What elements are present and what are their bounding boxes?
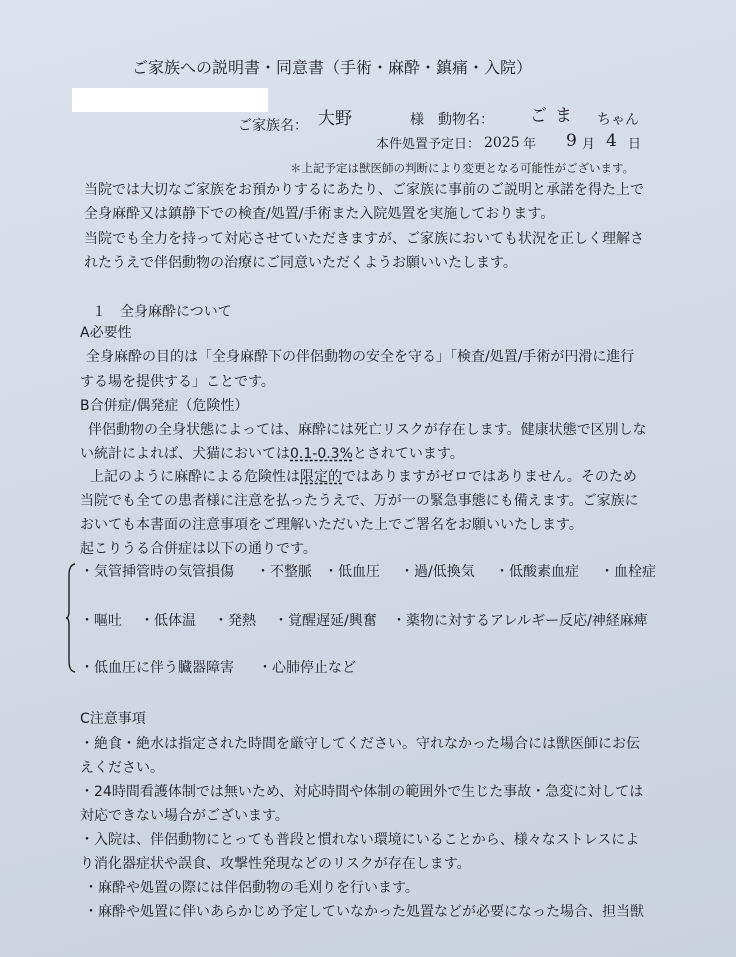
date-year: 2025 <box>484 135 520 151</box>
date-month-unit: 月 <box>582 137 596 152</box>
subsection-b-line <box>80 445 464 463</box>
caution-line: ・24時間看護体制では無いため、対応時間や体制の範囲外で生じた事故・急変に対しては <box>80 784 644 800</box>
caution-line: ・麻酔や処置に伴いあらかじめ予定していなかった処置などが必要になった場合、担当獣 <box>84 904 644 920</box>
subsection-b-line: 伴侶動物の全身状態によっては、麻酔には死亡リスクが存在します。健康状態で区別しな <box>88 422 647 438</box>
caution-line: ・入院は、伴侶動物にとっても普段と慣れない環境にいることから、様々なストレスによ <box>80 832 640 848</box>
caution-line: 対応できない場合がございます。 <box>80 808 289 824</box>
complication-item: ・心肺停止など <box>258 660 356 676</box>
subsection-a-line: する場を提供する」ことです。 <box>80 374 275 390</box>
document-title: ご家族への説明書・同意書（手術・麻酔・鎮痛・入院） <box>132 58 533 77</box>
intro-line: 当院では大切なご家族をお預かりするにあたり、ご家族に事前のご説明と承諾を得た上で <box>84 182 644 198</box>
complication-item: ・過/低換気 <box>400 564 475 580</box>
b-line3-post: ではありますがゼロではありません。そのため <box>342 469 637 485</box>
b-line3-pre: 上記のように麻酔による危険性は <box>90 469 300 485</box>
date-day: 4 <box>606 131 617 151</box>
date-year-unit: 年 <box>523 137 537 152</box>
subsection-a-heading: A必要性 <box>80 325 132 341</box>
caution-line: ・麻酔や処置の際には伴侶動物の毛刈りを行います。 <box>84 880 419 896</box>
limited-phrase: 限定的 <box>300 469 342 485</box>
complication-item: ・不整脈 <box>256 564 312 580</box>
intro-line: 当院でも全力を持って対応させていただきますが、ご家族においても状況を正しく理解さ <box>84 231 644 247</box>
date-label: 本件処置予定日： <box>376 137 481 152</box>
caution-line: ・絶食・絶水は指定された時間を厳守してください。守れなかった場合には獣医師にお伝 <box>80 736 640 752</box>
subsection-b-heading: B合併症/偶発症（危険性） <box>80 398 249 414</box>
b-line2-pre: い統計によれば、犬猫においては <box>80 446 290 462</box>
complication-item: ・気管挿管時の気管損傷 <box>80 564 234 580</box>
date-day-unit: 日 <box>628 137 642 152</box>
section-heading: １ 全身麻酔について <box>92 304 232 320</box>
intro-line: れたうえで伴侶動物の治療にご同意いただくようお願いいたします。 <box>84 255 517 271</box>
subsection-b-line: おいても本書面の注意事項をご理解いただいた上でご署名をお願いいたします。 <box>80 517 583 533</box>
subsection-a-line: 全身麻酔の目的は「全身麻酔下の伴侶動物の安全を守る」「検査/処置/手術が円滑に進行 <box>86 349 635 365</box>
brace-mark <box>66 563 76 673</box>
chan-label: ちゃん <box>597 112 639 128</box>
complication-item: ・低体温 <box>140 613 196 629</box>
complication-item: ・低酸素血症 <box>495 564 579 580</box>
complication-item: ・覚醒遅延/興奮 <box>274 613 377 629</box>
mortality-rate: 0.1-0.3% <box>290 446 353 462</box>
subsection-b-line: 起こりうる合併症は以下の通りです。 <box>80 541 317 557</box>
complication-item: ・低血圧 <box>324 564 380 580</box>
family-name-value: 大野 <box>318 109 352 129</box>
complication-item: ・嘔吐 <box>80 613 122 629</box>
animal-name-value: ごま <box>530 106 580 126</box>
complication-item: ・薬物に対するアレルギー反応/神経麻痺 <box>392 613 648 629</box>
complication-item: ・血栓症 <box>600 564 656 580</box>
complication-item: ・低血圧に伴う臓器障害 <box>80 660 234 676</box>
sama-label: 様 <box>410 112 424 128</box>
subsection-b-line: 当院でも全ての患者様に注意を払ったうえで、万が一の緊急事態にも備えます。ご家族に <box>80 493 639 509</box>
date-month: 9 <box>566 131 577 151</box>
intro-line: 全身麻酔又は鎮静下での検査/処置/手術また入院処置を実施しております。 <box>84 206 555 222</box>
complication-item: ・発熱 <box>214 613 256 629</box>
schedule-note: ＊上記予定は獣医師の判断により変更となる可能性がございます。 <box>290 161 635 175</box>
caution-line: り消化器症状や誤食、攻撃性発現などのリスクが存在します。 <box>80 856 471 872</box>
family-name-label: ご家族名： <box>238 118 308 134</box>
redacted-area <box>72 88 268 112</box>
subsection-c-heading: C注意事項 <box>80 711 146 727</box>
subsection-b-line <box>90 468 637 486</box>
caution-line: えください。 <box>80 760 164 776</box>
b-line2-post: とされています。 <box>352 446 464 462</box>
animal-name-label: 動物名： <box>438 112 494 128</box>
